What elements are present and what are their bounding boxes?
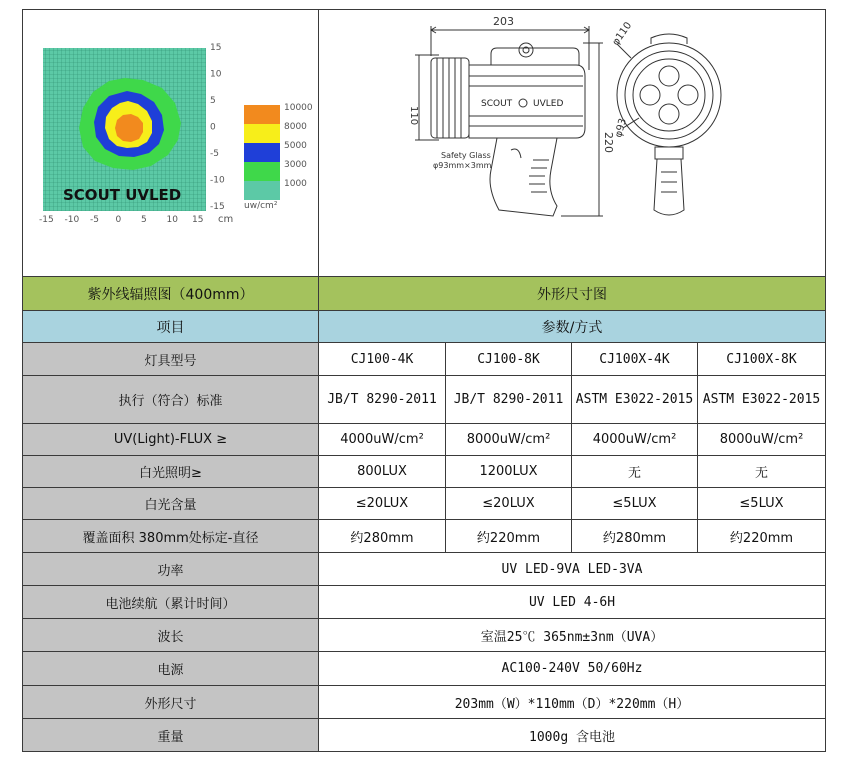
trigger	[511, 149, 521, 158]
item-header: 项目	[23, 311, 319, 343]
body-brand-label: SCOUT	[481, 99, 513, 109]
legend-value: 3000	[284, 160, 307, 170]
dim-outer-dia-label: φ110	[610, 20, 635, 48]
row-label: 执行（符合）标准	[23, 376, 319, 424]
front-glass	[625, 51, 713, 139]
model-value-cell: ≤20LUX	[446, 488, 572, 520]
model-value-cell: ASTM E3022-2015	[572, 376, 698, 424]
model-value-cell: 8000uW/cm²	[446, 424, 572, 456]
x-tick-label: -5	[90, 215, 99, 225]
x-axis-unit: cm	[218, 214, 234, 225]
brand-label: SCOUT UVLED	[63, 186, 182, 204]
legend-swatch	[244, 143, 280, 162]
model-value-cell: CJ100-8K	[446, 343, 572, 376]
model-value-cell: CJ100X-4K	[572, 343, 698, 376]
spec-row	[23, 343, 826, 376]
model-value-cell: 4000uW/cm²	[572, 424, 698, 456]
row-label: UV(Light)-FLUX ≥	[23, 424, 319, 456]
led-3	[640, 85, 660, 105]
dim-total-height-label: 220	[602, 132, 615, 153]
spec-table	[22, 9, 826, 752]
dimension-drawing	[321, 10, 826, 272]
legend-swatch	[244, 124, 280, 143]
spec-row	[23, 456, 826, 488]
y-tick-label: -10	[210, 175, 225, 186]
row-label: 外形尺寸	[23, 686, 319, 719]
merged-value-cell: 室温25℃ 365nm±3nm（UVA）	[319, 619, 826, 652]
dim-inner-dia-label: φ93	[613, 117, 629, 139]
x-tick-label: 5	[141, 215, 147, 225]
model-value-cell: ≤5LUX	[698, 488, 826, 520]
spec-row	[23, 376, 826, 424]
spec-row-merged	[23, 686, 826, 719]
row-label: 白光照明≥	[23, 456, 319, 488]
y-axis-ticks	[210, 43, 225, 212]
row-label: 覆盖面积 380mm处标定-直径	[23, 520, 319, 553]
body-logo	[519, 99, 527, 107]
row-label: 电池续航（累计时间）	[23, 586, 319, 619]
x-tick-label: 10	[166, 215, 178, 225]
y-tick-label: -15	[210, 202, 225, 212]
legend-value: 8000	[284, 122, 307, 132]
param-header: 参数/方式	[319, 311, 826, 343]
led-2	[659, 104, 679, 124]
x-tick-label: -15	[39, 215, 54, 225]
row-label: 电源	[23, 652, 319, 686]
merged-value-cell: AC100-240V 50/60Hz	[319, 652, 826, 686]
spec-row-merged	[23, 553, 826, 586]
spec-row	[23, 520, 826, 553]
x-tick-label: 0	[115, 215, 122, 225]
row-label: 功率	[23, 553, 319, 586]
model-value-cell: 1200LUX	[446, 456, 572, 488]
dimension-figure-cell	[319, 10, 826, 277]
legend-value: 1000	[284, 179, 307, 189]
legend-value: 10000	[284, 103, 313, 113]
glass-spec: φ93mm×3mm	[433, 161, 492, 170]
irradiance-header: 紫外线辐照图（400mm）	[23, 277, 319, 311]
contour-10000	[115, 114, 143, 142]
model-value-cell: ≤20LUX	[319, 488, 446, 520]
y-tick-label: -5	[210, 149, 219, 159]
dim-length-label: 203	[493, 15, 514, 28]
spec-row	[23, 488, 826, 520]
merged-value-cell: UV LED-9VA LED-3VA	[319, 553, 826, 586]
glass-label: Safety Glass	[441, 151, 491, 160]
dim-body-height-label: 110	[408, 106, 419, 126]
led-1	[659, 66, 679, 86]
led-4	[678, 85, 698, 105]
legend-swatch	[244, 105, 280, 124]
model-value-cell: JB/T 8290-2011	[319, 376, 446, 424]
row-label: 白光含量	[23, 488, 319, 520]
row-label: 重量	[23, 719, 319, 752]
model-value-cell: ≤5LUX	[572, 488, 698, 520]
model-value-cell: 800LUX	[319, 456, 446, 488]
model-value-cell: 约220mm	[698, 520, 826, 553]
top-handle	[491, 48, 579, 65]
model-value-cell: 约280mm	[319, 520, 446, 553]
y-tick-label: 5	[210, 96, 216, 106]
x-axis-ticks	[39, 215, 203, 225]
irradiance-map	[25, 10, 319, 272]
legend-unit: uw/cm²	[244, 201, 278, 211]
model-value-cell: CJ100X-8K	[698, 343, 826, 376]
model-value-cell: ASTM E3022-2015	[698, 376, 826, 424]
merged-value-cell: 203mm（W）*110mm（D）*220mm（H）	[319, 686, 826, 719]
model-value-cell: 约220mm	[446, 520, 572, 553]
legend-swatch	[244, 162, 280, 181]
front-grip	[654, 159, 684, 215]
spec-row-merged	[23, 719, 826, 752]
pistol-grip	[490, 138, 557, 216]
color-legend	[244, 103, 313, 200]
y-tick-label: 15	[210, 43, 222, 53]
x-tick-label: 15	[192, 215, 204, 225]
row-label: 波长	[23, 619, 319, 652]
model-value-cell: CJ100-4K	[319, 343, 446, 376]
merged-value-cell: UV LED 4-6H	[319, 586, 826, 619]
model-value-cell: 4000uW/cm²	[319, 424, 446, 456]
model-value-cell: 无	[698, 456, 826, 488]
model-value-cell: JB/T 8290-2011	[446, 376, 572, 424]
legend-value: 5000	[284, 141, 307, 151]
spec-sheet	[22, 9, 825, 752]
model-value-cell: 无	[572, 456, 698, 488]
merged-value-cell: 1000g 含电池	[319, 719, 826, 752]
front-neck	[655, 147, 683, 159]
irradiance-figure-cell	[23, 10, 319, 277]
spec-row-merged	[23, 586, 826, 619]
handle-ring	[519, 43, 533, 57]
dimension-header: 外形尺寸图	[319, 277, 826, 311]
y-tick-label: 10	[210, 69, 222, 80]
model-value-cell: 约280mm	[572, 520, 698, 553]
spec-row	[23, 424, 826, 456]
model-value-cell: 8000uW/cm²	[698, 424, 826, 456]
spec-row-merged	[23, 619, 826, 652]
legend-swatch	[244, 181, 280, 200]
body-brand-label-2: UVLED	[533, 99, 564, 109]
y-tick-label: 0	[210, 122, 216, 133]
x-tick-label: -10	[64, 215, 80, 225]
spec-row-merged	[23, 652, 826, 686]
row-label: 灯具型号	[23, 343, 319, 376]
